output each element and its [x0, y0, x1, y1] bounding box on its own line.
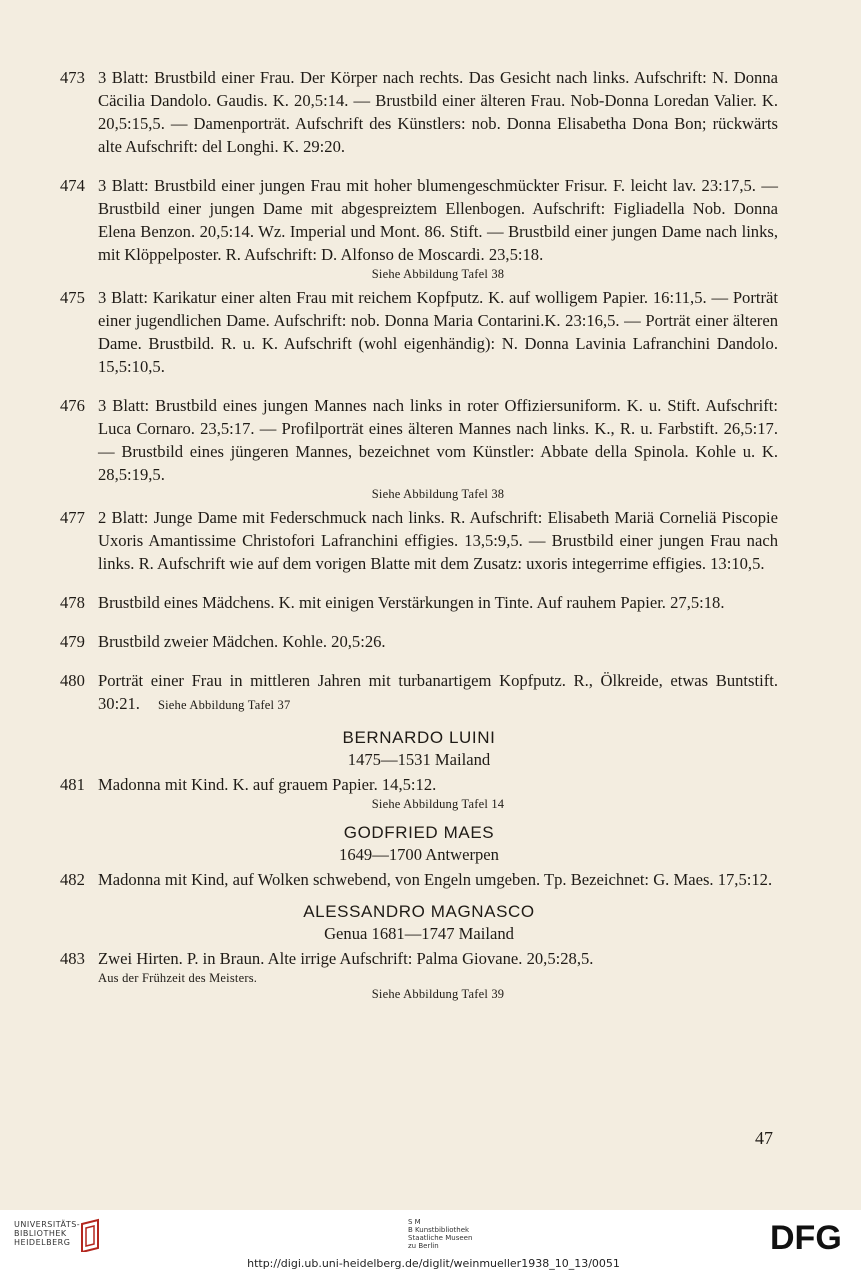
plate-reference: Siehe Abbildung Tafel 39 — [371, 987, 505, 1001]
entry-number: 473 — [60, 68, 85, 87]
artist-heading-magnasco: ALESSANDRO MAGNASCO — [303, 902, 535, 921]
uni-line: UNIVERSITÄTS- — [14, 1220, 81, 1229]
dfg-logo-icon — [770, 1220, 856, 1254]
entry-number: 477 — [60, 508, 85, 527]
catalog-entry-478 — [60, 591, 778, 614]
catalog-entry-473 — [60, 66, 778, 158]
entry-text: Madonna mit Kind, auf Wolken schwebend, von Engeln umgeben. Tp. Bezeichnet: G. Maes. 17,5:12. — [98, 870, 773, 889]
catalog-content — [60, 66, 778, 1006]
university-library-logo-text — [14, 1220, 80, 1247]
plate-reference: Siehe Abbildung Tafel 38 — [371, 267, 505, 281]
entry-number: 478 — [60, 593, 85, 612]
catalog-entry-477 — [60, 506, 778, 575]
entry-text: 3 Blatt: Brustbild einer Frau. Der Körper nach rechts. Das Gesicht nach links. Aufschrift: N. Donna Cäcilia Dandolo. Gaudis. K. 20,5:14. — Brustbild einer älteren Frau. Nob-Donna Loredan Valier. K. 20,5:15,5. — Damenporträt. Aufschrift des Künstlers: nob. Donna Elisabetha Dona Bon; rückwärts alte Aufschrift: del Longhi. K. 29:20. — [98, 68, 778, 156]
smb-kunstbibliothek-logo-text — [408, 1218, 472, 1250]
artist-dates-magnasco: Genua 1681—1747 Mailand — [324, 924, 514, 943]
digitization-footer — [0, 1210, 867, 1272]
catalog-entry-479 — [60, 630, 778, 653]
catalog-entry-482 — [60, 868, 778, 891]
plate-reference: Siehe Abbildung Tafel 38 — [371, 487, 505, 501]
entry-text: Madonna mit Kind. K. auf grauem Papier. 14,5:12. — [98, 775, 437, 794]
artist-dates-luini: 1475—1531 Mailand — [347, 750, 491, 769]
entry-text — [98, 669, 778, 717]
smk-line: B Kunstbibliothek — [408, 1226, 470, 1234]
entry-text: Brustbild eines Mädchens. K. mit einigen Verstärkungen in Tinte. Auf rauhem Papier. 27,5:18. — [98, 593, 725, 612]
catalog-entry-481 — [60, 773, 778, 812]
university-library-icon — [78, 1218, 104, 1252]
entry-number: 482 — [60, 870, 85, 889]
entry-text: Brustbild zweier Mädchen. Kohle. 20,5:26. — [98, 632, 386, 651]
entry-text-body: Porträt einer Frau in mittleren Jahren mit turbanartigem Kopfputz. R., Ölkreide, etwas Buntstift. 30:21. — [98, 671, 778, 713]
entry-text: 2 Blatt: Junge Dame mit Federschmuck nach links. R. Aufschrift: Elisabeth Mariä Corneliä Piscopie Uxoris Amantissime Christofori Lafranchini effigies. 13,5:9,5. — Brustbild einer jungen Frau nach links. R. Aufschrift wie auf dem vorigen Blatte mit dem Zusatz: uxoris integerrime effigies. 13:10,5. — [98, 508, 778, 573]
entry-text: 3 Blatt: Brustbild einer jungen Frau mit hoher blumengeschmückter Frisur. F. leicht lav. 23:17,5. — Brustbild einer jungen Dame mit abgespreiztem Ellenbogen. Aufschrift: Figliadella Nob. Donna Elena Benzon. 20,5:14. Wz. Imperial und Mont. 86. Stift. — Brustbild einer jungen Dame nach links, mit Klöppelposter. R. Aufschrift: D. Alfonso de Moscardi. 23,5:18. — [98, 176, 778, 264]
entry-subnote: Aus der Frühzeit des Meisters. — [98, 971, 258, 985]
entry-number: 479 — [60, 632, 85, 651]
plate-reference: Siehe Abbildung Tafel 37 — [157, 698, 291, 712]
uni-line: BIBLIOTHEK — [14, 1229, 67, 1238]
entry-number: 481 — [60, 775, 85, 794]
plate-reference: Siehe Abbildung Tafel 14 — [371, 797, 505, 811]
catalog-entry-475 — [60, 286, 778, 378]
uni-line: HEIDELBERG — [14, 1238, 71, 1247]
entry-number: 474 — [60, 176, 85, 195]
catalog-entry-474 — [60, 174, 778, 282]
entry-text: 3 Blatt: Karikatur einer alten Frau mit reichem Kopfputz. K. auf wolligem Papier. 16:11,5. — Porträt einer jugendlichen Dame. Aufschrift: nob. Donna Maria Contarini.K. 23:16,5. — Porträt einer älteren Dame. Brustbild. R. u. K. Aufschrift (wohl eigenhändig): N. Donna Lavinia Lafranchini Dandolo. 15,5:10,5. — [98, 288, 778, 376]
catalog-entry-480 — [60, 669, 778, 717]
artist-heading-luini: BERNARDO LUINI — [342, 728, 496, 747]
page-number: 47 — [755, 1128, 773, 1148]
entry-number: 476 — [60, 396, 85, 415]
artist-dates-maes: 1649—1700 Antwerpen — [339, 845, 499, 864]
dfg-text: DFG — [770, 1220, 842, 1254]
entry-number: 475 — [60, 288, 85, 307]
entry-number: 483 — [60, 949, 85, 968]
catalog-entry-483 — [60, 947, 778, 1002]
entry-text: 3 Blatt: Brustbild eines jungen Mannes nach links in roter Offiziersuniform. K. u. Stift. Aufschrift: Luca Cornaro. 23,5:17. — Profilporträt eines älteren Mannes nach links. K., R. u. Farbstift. 26,5:17. — Brustbild eines jüngeren Mannes, bezeichnet vom Künstler: Abbate della Spinola. Kohle u. K. 28,5:19,5. — [98, 396, 778, 484]
smk-line: Staatliche Museen — [408, 1234, 473, 1242]
artist-heading-maes: GODFRIED MAES — [343, 823, 495, 842]
smk-line: zu Berlin — [408, 1242, 439, 1250]
smk-line: S M — [408, 1218, 421, 1226]
catalog-entry-476 — [60, 394, 778, 502]
permalink-url[interactable]: http://digi.ub.uni-heidelberg.de/diglit/weinmueller1938_10_13/0051 — [247, 1257, 620, 1270]
entry-number: 480 — [60, 671, 85, 690]
entry-text: Zwei Hirten. P. in Braun. Alte irrige Aufschrift: Palma Giovane. 20,5:28,5. — [98, 949, 594, 968]
